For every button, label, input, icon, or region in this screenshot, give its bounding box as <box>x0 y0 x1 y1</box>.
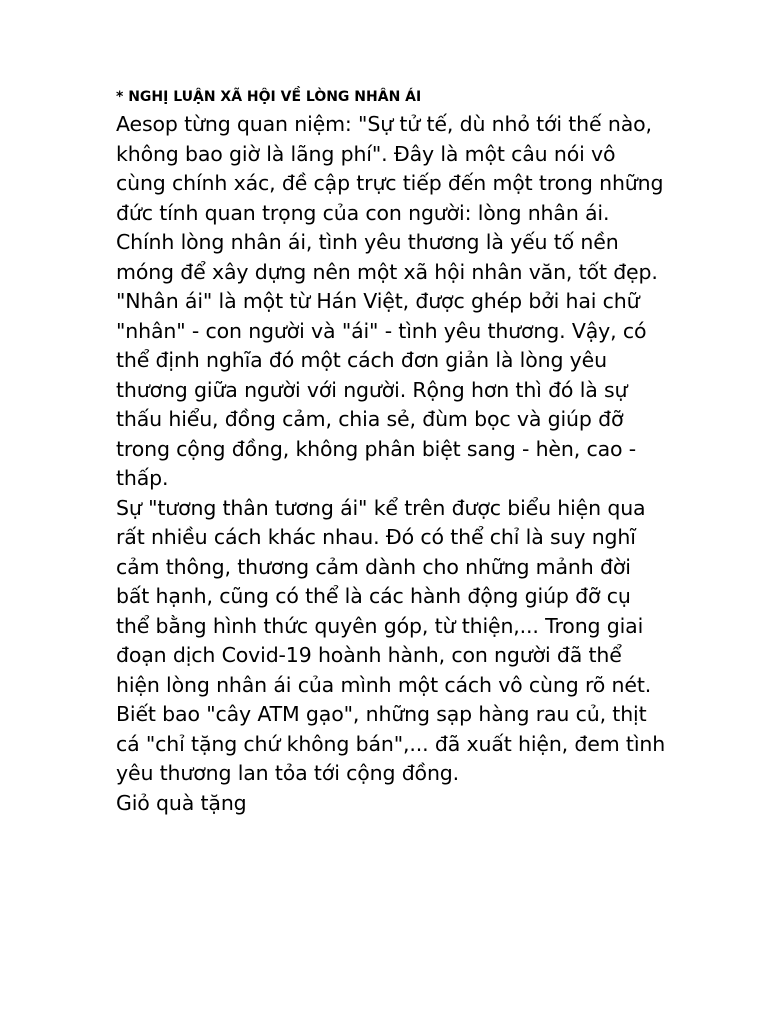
paragraph-intro: Aesop từng quan niệm: "Sự tử tế, dù nhỏ tới thế nào, không bao giờ là lãng phí". Đây là một câu nói vô cùng chính xác, đề cập trực tiếp đến một trong những đức tính quan trọng của con người: lòng nhân ái. Chính lòng nhân ái, tình yêu thương là yếu tố nền móng để xây dựng nên một xã hội nhân văn, tốt đẹp. <box>116 112 664 284</box>
paragraph-trailing: Giỏ quà tặng <box>116 790 247 815</box>
document-body <box>116 86 668 818</box>
paragraph-expressions: Sự "tương thân tương ái" kể trên được biểu hiện qua rất nhiều cách khác nhau. Đó có thể chỉ là suy nghĩ cảm thông, thương cảm dành cho những mảnh đời bất hạnh, cũng có thể là các hành động giúp đỡ cụ thể bằng hình thức quyên góp, từ thiện,... Trong giai đoạn dịch Covid-19 hoành hành, con người đã thể hiện lòng nhân ái của mình một cách vô cùng rõ nét. Biết bao "cây ATM gạo", những sạp hàng rau củ, thịt cá "chỉ tặng chứ không bán",... đã xuất hiện, đem tình yêu thương lan tỏa tới cộng đồng. <box>116 495 666 785</box>
paragraph-definition: "Nhân ái" là một từ Hán Việt, được ghép bởi hai chữ "nhân" - con người và "ái" - tình yêu thương. Vậy, có thể định nghĩa đó một cách đơn giản là lòng yêu thương giữa người với người. Rộng hơn thì đó là sự thấu hiểu, đồng cảm, chia sẻ, đùm bọc và giúp đỡ trong cộng đồng, không phân biệt sang - hèn, cao - thấp. <box>116 289 647 490</box>
document-heading: * NGHỊ LUẬN XÃ HỘI VỀ LÒNG NHÂN ÁI <box>116 89 422 105</box>
